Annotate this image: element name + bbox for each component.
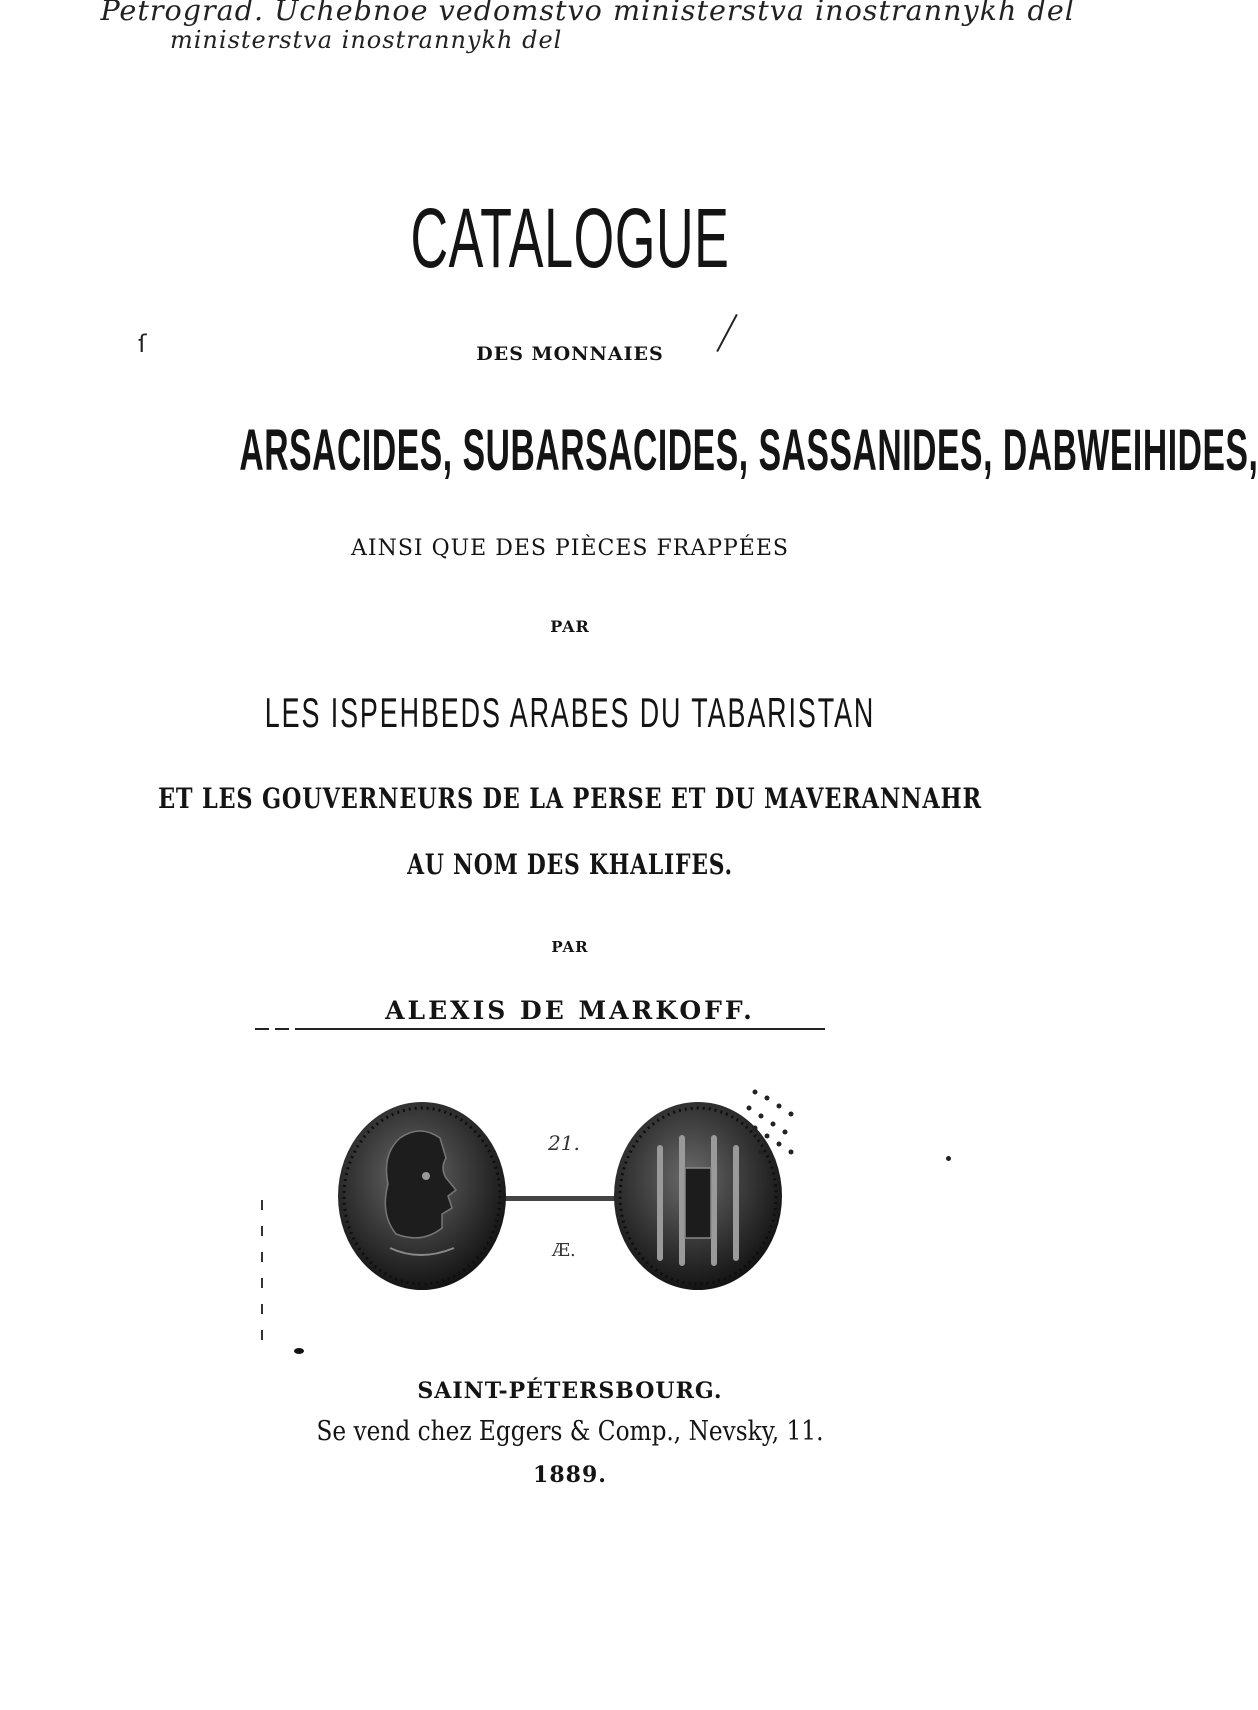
handwritten-note-line-2: ministerstva inostrannykh del: [170, 26, 563, 54]
ainsi-que-line: AINSI QUE DES PIÈCES FRAPPÉES: [351, 536, 789, 561]
gouverneurs-line: ET LES GOUVERNEURS DE LA PERSE ET DU MAVERANNAHR: [158, 782, 982, 815]
author-name: ALEXIS DE MARKOFF.: [385, 996, 755, 1025]
coin-number-label: 21.: [548, 1131, 580, 1155]
book-title: CATALOGUE: [410, 191, 730, 285]
ink-dot-mark: [946, 1156, 951, 1161]
coin-plate: [330, 1078, 810, 1318]
coin-connector: [490, 1196, 630, 1201]
khalifes-line: AU NOM DES KHALIFES.: [407, 848, 733, 881]
pencil-mark: ſ: [138, 330, 147, 358]
imprint-place: SAINT-PÉTERSBOURG.: [417, 1378, 723, 1404]
dynasties-heading: ARSACIDES, SUBARSACIDES, SASSANIDES, DABWEIHIDES,: [239, 418, 1258, 483]
margin-line-mark: [261, 1200, 263, 1340]
ispehbeds-heading: LES ISPEHBEDS ARABES DU TABARISTAN: [264, 689, 876, 736]
par-line-1: PAR: [550, 617, 590, 636]
ink-dot-mark: [294, 1348, 304, 1354]
par-line-2: PAR: [551, 938, 589, 956]
handwritten-note: [100, 0, 1100, 60]
handwritten-note-line-1: Petrograd. Uchebnoe vedomstvo ministerstva inostrannykh del: [100, 0, 1075, 27]
coin-obverse: [338, 1102, 506, 1290]
subtitle-des-monnaies: DES MONNAIES: [476, 343, 664, 365]
imprint-year: 1889.: [533, 1462, 607, 1488]
coin-metal-label: Æ.: [552, 1240, 576, 1261]
imprint-vendor: Se vend chez Eggers & Comp., Nevsky, 11.: [316, 1416, 824, 1447]
coin-reverse: [614, 1102, 782, 1290]
divider-rule: [300, 1028, 825, 1030]
